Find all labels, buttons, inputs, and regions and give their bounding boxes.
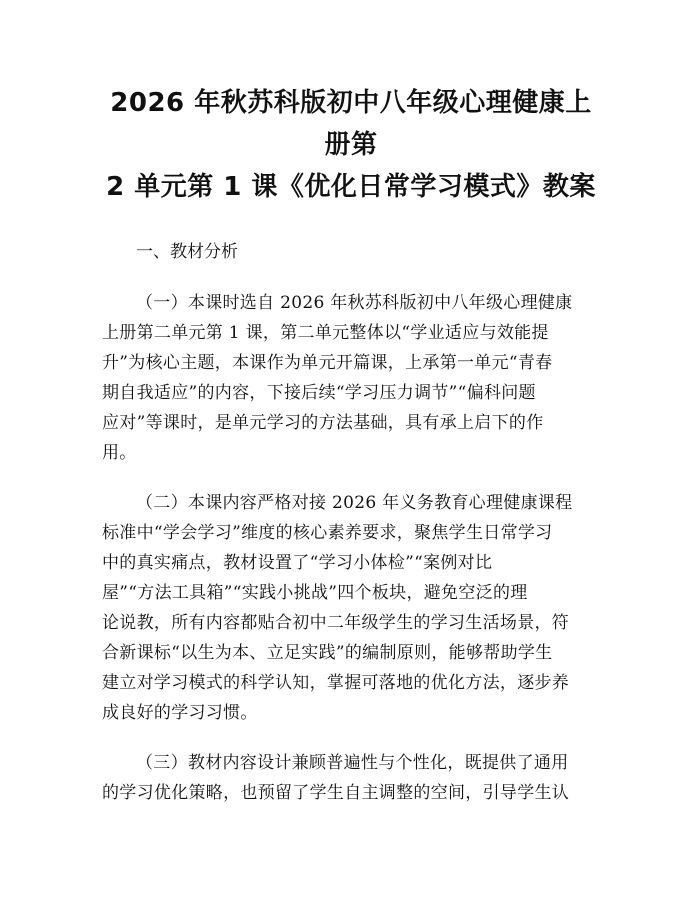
paragraph-line: 建立对学习模式的科学认知，掌握可落地的优化方法，逐步养 (102, 673, 570, 693)
paragraph-1 (102, 288, 600, 468)
paragraph-line: 合新课标“以生为本、立足实践”的编制原则，能够帮助学生 (102, 643, 553, 663)
paragraph-line: 屋”“方法工具箱”“实践小挑战”四个板块，避免空泛的理 (102, 583, 528, 603)
paragraph-3 (102, 748, 600, 808)
paragraph-line: 用。 (102, 443, 137, 463)
paragraph-line: 上册第二单元第 1 课，第二单元整体以“学业适应与效能提 (102, 323, 549, 343)
section-heading-textbook-analysis: 一、教材分析 (136, 242, 238, 262)
paragraph-line: 中的真实痛点，教材设置了“学习小体检”“案例对比 (102, 553, 493, 573)
paragraph-line: 升”为核心主题，本课作为单元开篇课，上承第一单元“青春 (102, 353, 553, 373)
paragraph-line: 成良好的学习习惯。 (102, 703, 258, 723)
paragraph-line: （二）本课内容严格对接 2026 年义务教育心理健康课程 (136, 493, 573, 513)
paragraph-line: 期自我适应”的内容，下接后续“学习压力调节”“偏科问题 (102, 383, 536, 403)
paragraph-line: （一）本课时选自 2026 年秋苏科版初中八年级心理健康 (136, 293, 573, 313)
paragraph-line: 论说教，所有内容都贴合初中二年级学生的学习生活场景，符 (102, 613, 570, 633)
paragraph-line: 标准中“学会学习”维度的核心素养要求，聚焦学生日常学习 (102, 523, 553, 543)
paragraph-line: （三）教材内容设计兼顾普遍性与个性化，既提供了通用 (136, 753, 569, 773)
document-title (102, 82, 600, 208)
paragraph-line: 的学习优化策略，也预留了学生自主调整的空间，引导学生认 (102, 783, 570, 803)
document-title-line-1: 2026 年秋苏科版初中八年级心理健康上册第 (110, 88, 592, 160)
paragraph-line: 应对”等课时，是单元学习的方法基础，具有承上启下的作 (102, 413, 544, 433)
document-title-line-2: 2 单元第 1 课《优化日常学习模式》教案 (106, 172, 596, 202)
paragraph-2 (102, 488, 600, 728)
